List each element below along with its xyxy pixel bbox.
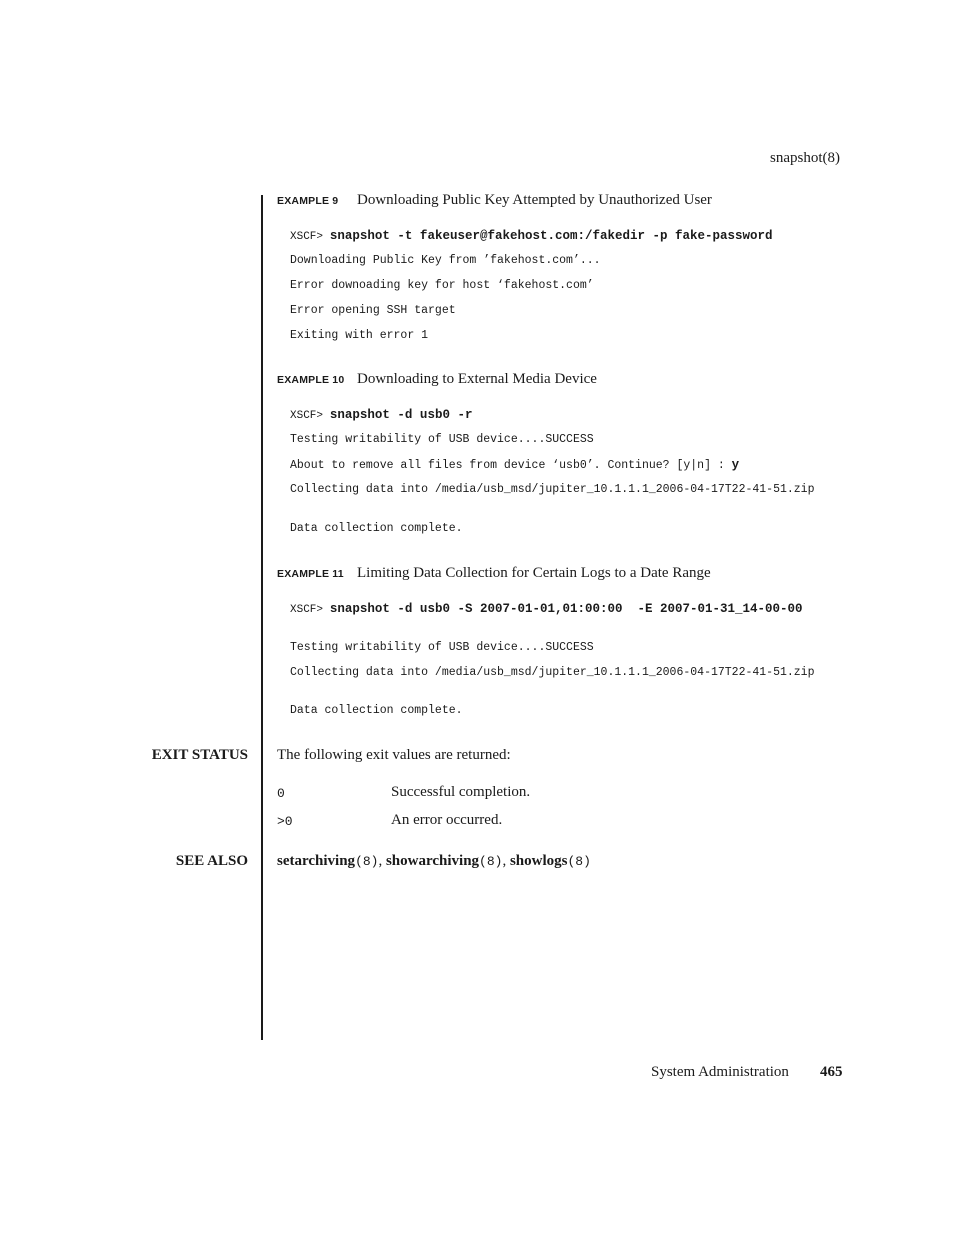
example-title: Limiting Data Collection for Certain Logs to a Date Range: [357, 565, 711, 581]
exit-status-heading: EXIT STATUS: [151, 747, 248, 763]
prompt-question: About to remove all files from device ‘usb0’. Continue? [y|n] :: [290, 459, 732, 472]
page-number: 465: [820, 1064, 843, 1080]
example-10-output-3: Collecting data into /media/usb_msd/jupiter_10.1.1.1_2006-04-17T22-41-51.zip: [290, 483, 815, 496]
example-10-output-2: [290, 458, 830, 473]
exit-status-intro: The following exit values are returned:: [277, 747, 511, 763]
example-11-output-2: Collecting data into /media/usb_msd/jupiter_10.1.1.1_2006-04-17T22-41-51.zip: [290, 666, 815, 679]
ref-link-showarchiving[interactable]: showarchiving: [385, 853, 480, 869]
ref-section: (8): [567, 854, 591, 869]
ref-separator: ,: [502, 853, 510, 869]
example-title: Downloading to External Media Device: [357, 371, 597, 387]
example-11-heading: [277, 565, 711, 582]
see-also-heading: SEE ALSO: [175, 853, 248, 869]
example-10-heading: [277, 371, 597, 388]
exit-description: An error occurred.: [391, 812, 503, 828]
example-10-output-1: Testing writability of USB device....SUCCESS: [290, 433, 594, 446]
example-title: Downloading Public Key Attempted by Unauthorized User: [357, 192, 712, 208]
example-label: EXAMPLE 10: [277, 374, 345, 386]
ref-section: (8): [355, 854, 379, 869]
example-9-heading: [277, 192, 712, 209]
exit-code: 0: [277, 786, 285, 801]
example-9-output-2: Error downoading key for host ‘fakehost.com’: [290, 279, 594, 292]
example-label: EXAMPLE 9: [277, 195, 339, 207]
user-answer: y: [731, 458, 740, 472]
ref-link-setarchiving[interactable]: setarchiving: [277, 853, 356, 869]
example-9-command: [290, 229, 830, 244]
example-11-output-1: Testing writability of USB device....SUCCESS: [290, 641, 594, 654]
exit-code: >0: [277, 814, 293, 829]
command-prompt: XSCF>: [290, 604, 324, 616]
example-label: EXAMPLE 11: [277, 568, 344, 580]
example-9-output-4: Exiting with error 1: [290, 329, 429, 342]
running-header: snapshot(8): [770, 150, 840, 166]
example-10-output-4: Data collection complete.: [290, 522, 463, 535]
ref-separator: ,: [378, 853, 386, 869]
ref-link-showlogs[interactable]: showlogs: [509, 853, 568, 869]
command-text: snapshot -d usb0 -r: [329, 408, 473, 422]
example-9-output-1: Downloading Public Key from ’fakehost.com’...: [290, 254, 601, 267]
example-11-command: [290, 602, 830, 617]
ref-section: (8): [479, 854, 503, 869]
see-also-refs: [277, 853, 591, 870]
command-text: snapshot -d usb0 -S 2007-01-01,01:00:00 -E 2007-01-31_14-00-00: [329, 602, 803, 616]
example-9-output-3: Error opening SSH target: [290, 304, 456, 317]
margin-rule: [261, 195, 263, 1040]
command-prompt: XSCF>: [290, 410, 324, 422]
example-10-command: [290, 408, 830, 423]
exit-description: Successful completion.: [391, 784, 531, 800]
command-prompt: XSCF>: [290, 231, 324, 243]
command-text: snapshot -t fakeuser@fakehost.com:/fakedir -p fake-password: [329, 229, 773, 243]
example-11-output-3: Data collection complete.: [290, 704, 463, 717]
footer-title: System Administration: [651, 1064, 789, 1080]
